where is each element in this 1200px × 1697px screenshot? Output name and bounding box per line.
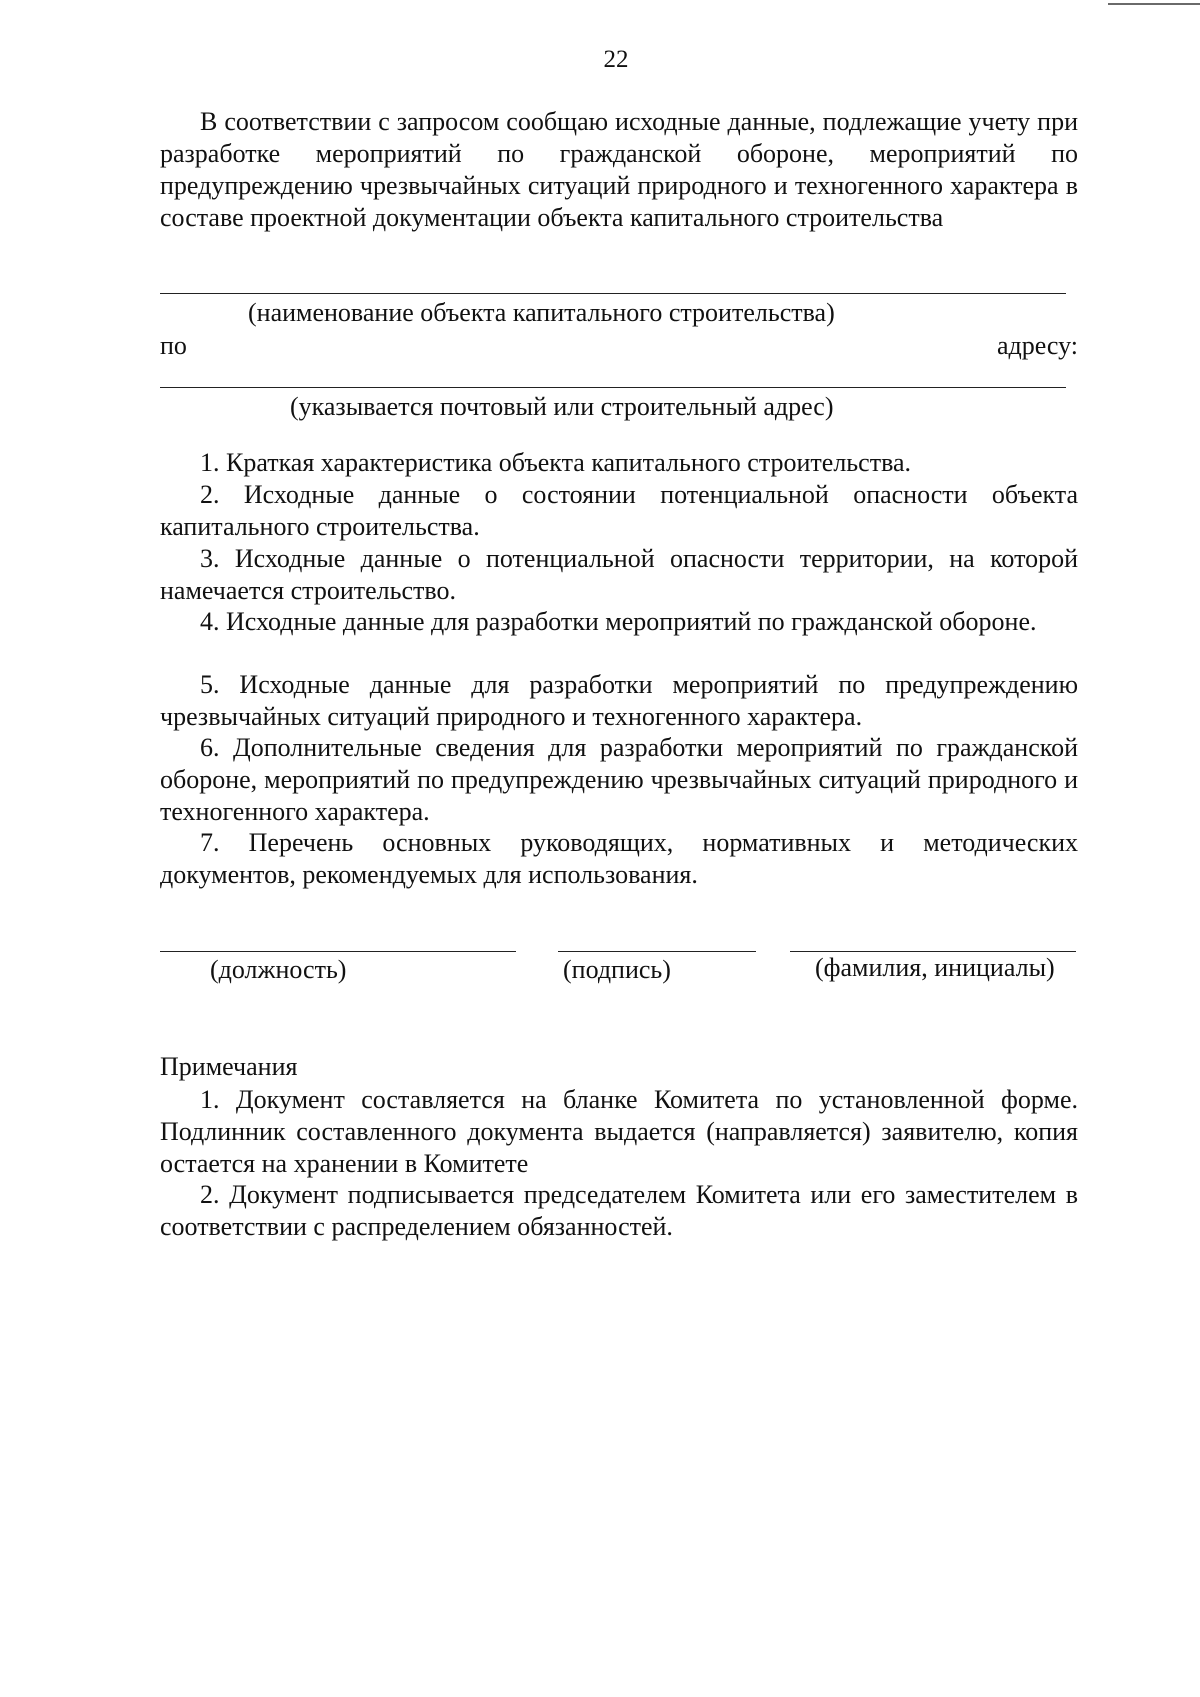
- note-item-1: 1. Документ составляется на бланке Комитета по установленной форме. Подлинник составленного документа выдается (направляется) заявителю, копия остается на хранении в Комитете: [160, 1085, 1078, 1178]
- address-prefix: по: [160, 331, 187, 360]
- scan-corner-mark: [1108, 3, 1200, 5]
- address-line: [160, 387, 1066, 388]
- address-row: [160, 331, 1078, 361]
- list-item-2: 2. Исходные данные о состоянии потенциальной опасности объекта капитального строительства.: [160, 480, 1078, 541]
- list-item-4: 4. Исходные данные для разработки мероприятий по гражданской обороне.: [200, 607, 1037, 636]
- position-line: [160, 951, 516, 952]
- notes-title: Примечания: [160, 1052, 298, 1081]
- address-suffix: адресу:: [996, 331, 1078, 360]
- list-item-5: 5. Исходные данные для разработки мероприятий по предупреждению чрезвычайных ситуаций природного и техногенного характера.: [160, 670, 1078, 731]
- page-number: 22: [603, 46, 629, 73]
- list-item-6: 6. Дополнительные сведения для разработки мероприятий по гражданской обороне, мероприятий по предупреждению чрезвычайных ситуаций природного и техногенного характера.: [160, 733, 1078, 826]
- note-item-2: 2. Документ подписывается председателем Комитета или его заместителем в соответствии с распределением обязанностей.: [160, 1180, 1078, 1241]
- position-caption: (должность): [210, 955, 347, 984]
- list-item-1: 1. Краткая характеристика объекта капитального строительства.: [200, 448, 912, 477]
- signature-caption: (подпись): [563, 955, 671, 984]
- signature-line: [558, 951, 756, 952]
- address-caption: (указывается почтовый или строительный адрес): [290, 392, 834, 421]
- name-line: [790, 951, 1076, 952]
- list-item-3: 3. Исходные данные о потенциальной опасности территории, на которой намечается строительство.: [160, 544, 1078, 605]
- intro-paragraph: В соответствии с запросом сообщаю исходные данные, подлежащие учету при разработке мероприятий по гражданской обороне, мероприятий по предупреждению чрезвычайных ситуаций природного и техногенного характера в составе проектной документации объекта капитального строительства: [160, 107, 1078, 232]
- object-name-line: [160, 293, 1066, 294]
- name-caption: (фамилия, инициалы): [815, 953, 1055, 982]
- object-name-caption: (наименование объекта капитального строительства): [248, 298, 835, 327]
- list-item-7: 7. Перечень основных руководящих, нормативных и методических документов, рекомендуемых для использования.: [160, 828, 1078, 889]
